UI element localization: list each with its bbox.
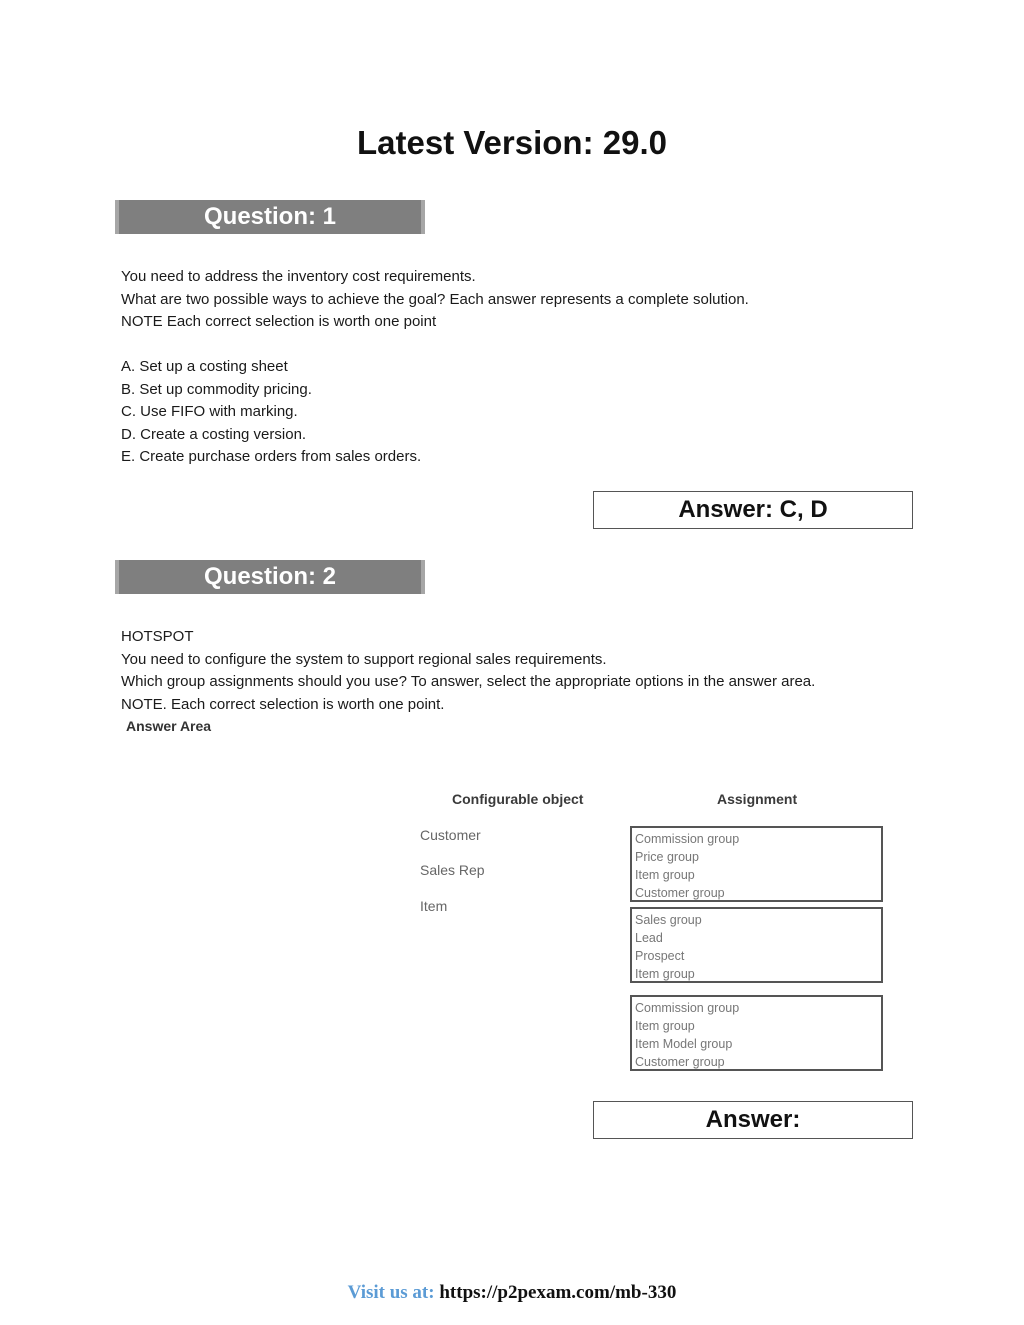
question-2-line: NOTE. Each correct selection is worth one point. xyxy=(121,695,445,713)
question-1-body xyxy=(121,266,749,334)
option-b: B. Set up commodity pricing. xyxy=(121,380,312,398)
dropdown-option[interactable]: Customer group xyxy=(635,886,725,900)
dropdown-option[interactable]: Customer group xyxy=(635,1055,725,1069)
question-2-body xyxy=(121,626,815,716)
dropdown-option[interactable]: Prospect xyxy=(635,949,685,963)
dropdown-option[interactable]: Commission group xyxy=(635,1001,740,1015)
dropdown-option[interactable]: Lead xyxy=(635,931,663,945)
object-item: Item xyxy=(420,898,448,914)
question-1-line: NOTE Each correct selection is worth one point xyxy=(121,313,437,330)
question-2-header: Question: 2 xyxy=(115,560,425,594)
footer-visit-label: Visit us at: xyxy=(347,1282,435,1303)
dropdown-option[interactable]: Commission group xyxy=(635,832,740,846)
item-assignment-dropdown[interactable] xyxy=(630,995,883,1071)
dropdown-option[interactable]: Item group xyxy=(635,1019,695,1033)
option-c: C. Use FIFO with marking. xyxy=(121,403,298,420)
question-2-line: You need to configure the system to support regional sales requirements. xyxy=(121,650,607,668)
question-2-line: Which group assignments should you use? To answer, select the appropriate options in the answer area. xyxy=(121,673,816,690)
dropdown-option[interactable]: Item group xyxy=(635,967,695,981)
question-1-line: You need to address the inventory cost requirements. xyxy=(121,268,476,285)
dropdown-option[interactable]: Item group xyxy=(635,868,695,882)
answer-area-label: Answer Area xyxy=(126,718,212,734)
assignment-header: Assignment xyxy=(717,791,798,807)
dropdown-option[interactable]: Price group xyxy=(635,850,699,864)
sales-rep-assignment-dropdown[interactable] xyxy=(630,907,883,983)
dropdown-option[interactable]: Sales group xyxy=(635,913,702,927)
question-1-header: Question: 1 xyxy=(115,200,425,234)
page-title: Latest Version: 29.0 xyxy=(357,124,667,161)
question-2-line: HOTSPOT xyxy=(121,628,194,645)
dropdown-option[interactable]: Item Model group xyxy=(635,1037,733,1051)
configurable-object-header: Configurable object xyxy=(452,791,584,807)
object-customer: Customer xyxy=(420,827,481,843)
option-d: D. Create a costing version. xyxy=(121,425,307,443)
question-2-answer: Answer: xyxy=(593,1101,913,1139)
footer xyxy=(0,1282,1024,1304)
question-1-answer: Answer: C, D xyxy=(593,491,913,529)
question-1-line: What are two possible ways to achieve the goal? Each answer represents a complete solution. xyxy=(121,290,749,308)
customer-assignment-dropdown[interactable] xyxy=(630,826,883,902)
footer-url-link[interactable]: https://p2pexam.com/mb-330 xyxy=(439,1282,677,1303)
object-sales-rep: Sales Rep xyxy=(420,862,485,878)
question-1-options xyxy=(121,356,421,469)
option-a: A. Set up a costing sheet xyxy=(121,358,288,375)
option-e: E. Create purchase orders from sales orders. xyxy=(121,448,422,465)
